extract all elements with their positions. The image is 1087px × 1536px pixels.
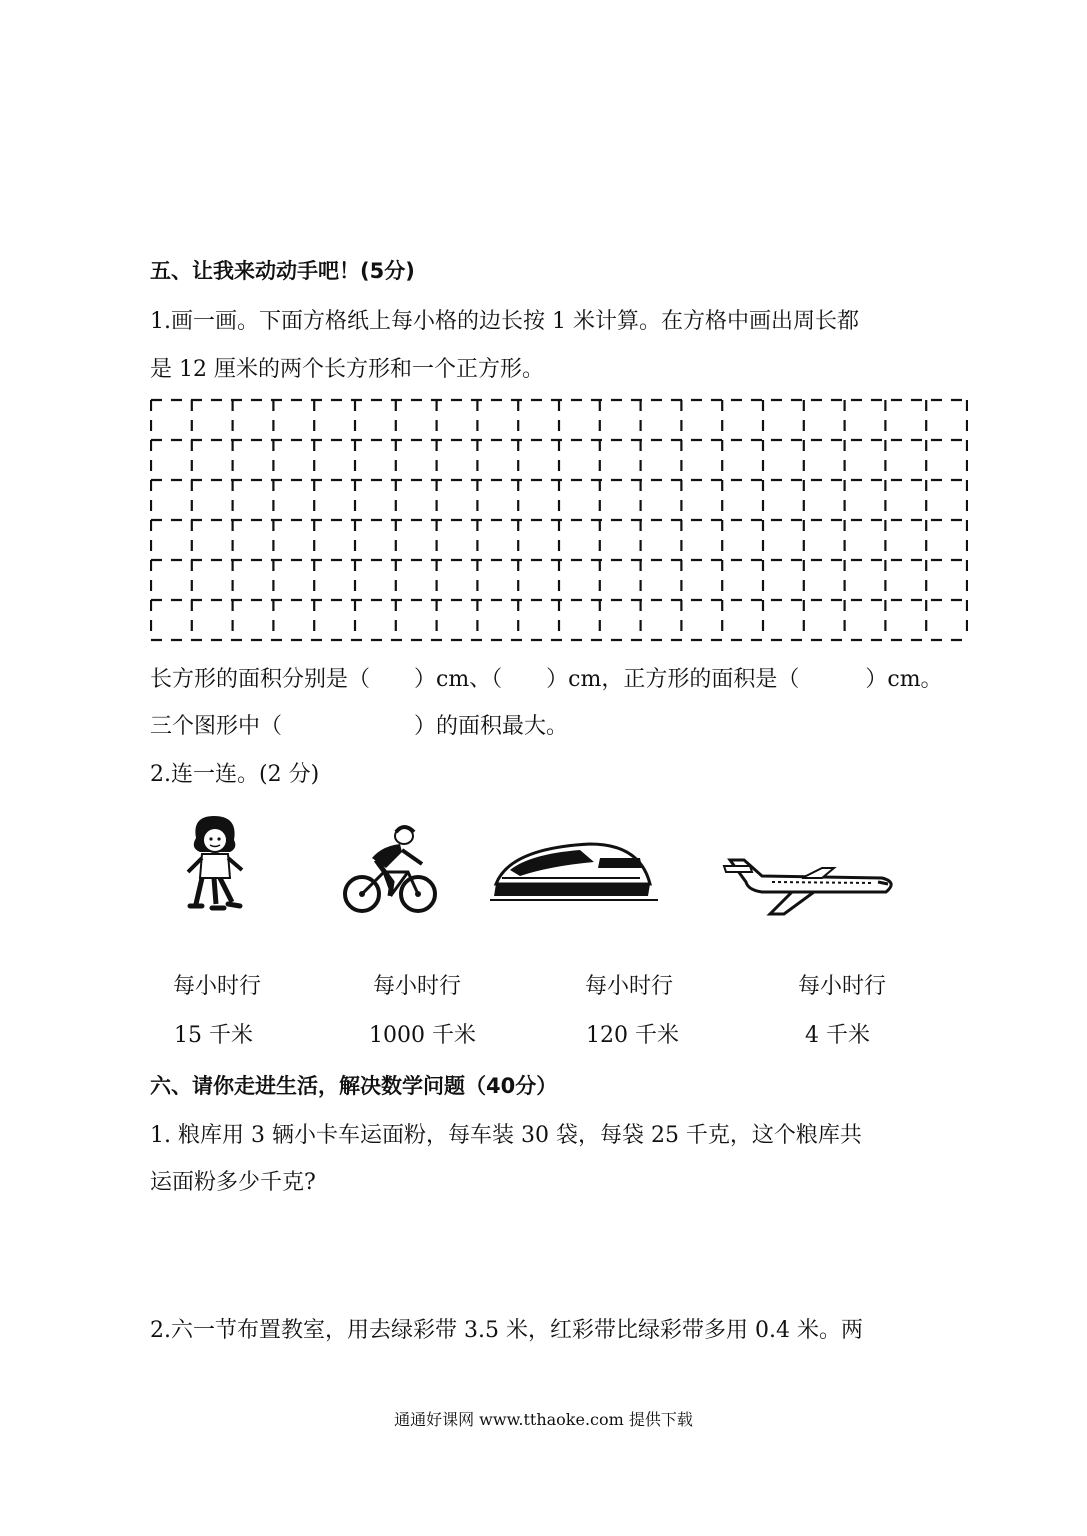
footer-text: 通通好课网 www.tthaoke.com 提供下载 [394, 1410, 693, 1429]
speed-label-bottom-2: 1000 千米 [369, 1023, 476, 1048]
section6-heading: 六、请你走进生活，解决数学问题（40分） [150, 1074, 558, 1098]
s6-q1-line1: 1. 粮库用 3 辆小卡车运面粉，每车装 30 袋，每袋 25 千克，这个粮库共 [150, 1123, 862, 1148]
bullet-train-icon [490, 838, 660, 904]
q2-title: 2.连一连。(2 分) [150, 762, 320, 787]
dashed-grid-paper[interactable] [150, 398, 968, 642]
s6-q1-line2: 运面粉多少千克? [150, 1170, 316, 1195]
largest-question: 三个图形中（ ）的面积最大。 [150, 714, 569, 739]
airplane-icon [722, 852, 898, 918]
speed-label-bottom-1: 15 千米 [174, 1023, 253, 1048]
speed-label-bottom-3: 120 千米 [586, 1023, 679, 1048]
s6-q2-line1: 2.六一节布置教室，用去绿彩带 3.5 米，红彩带比绿彩带多用 0.4 米。两 [150, 1318, 863, 1343]
section5-heading: 五、让我来动动手吧！(5分) [150, 259, 415, 283]
speed-label-top-1: 每小时行 [173, 974, 262, 999]
girl-walking-icon [180, 812, 250, 912]
speed-label-top-2: 每小时行 [373, 974, 462, 999]
speed-label-top-3: 每小时行 [585, 974, 674, 999]
area-question: 长方形的面积分别是（ ）cm、（ ）cm，正方形的面积是（ ）cm。 [150, 667, 943, 692]
cyclist-icon [342, 822, 438, 916]
q1-text-line1: 1.画一画。下面方格纸上每小格的边长按 1 米计算。在方格中画出周长都 [150, 309, 859, 334]
speed-label-bottom-4: 4 千米 [805, 1023, 870, 1048]
speed-label-top-4: 每小时行 [798, 974, 887, 999]
q1-text-line2: 是 12 厘米的两个长方形和一个正方形。 [150, 357, 544, 382]
